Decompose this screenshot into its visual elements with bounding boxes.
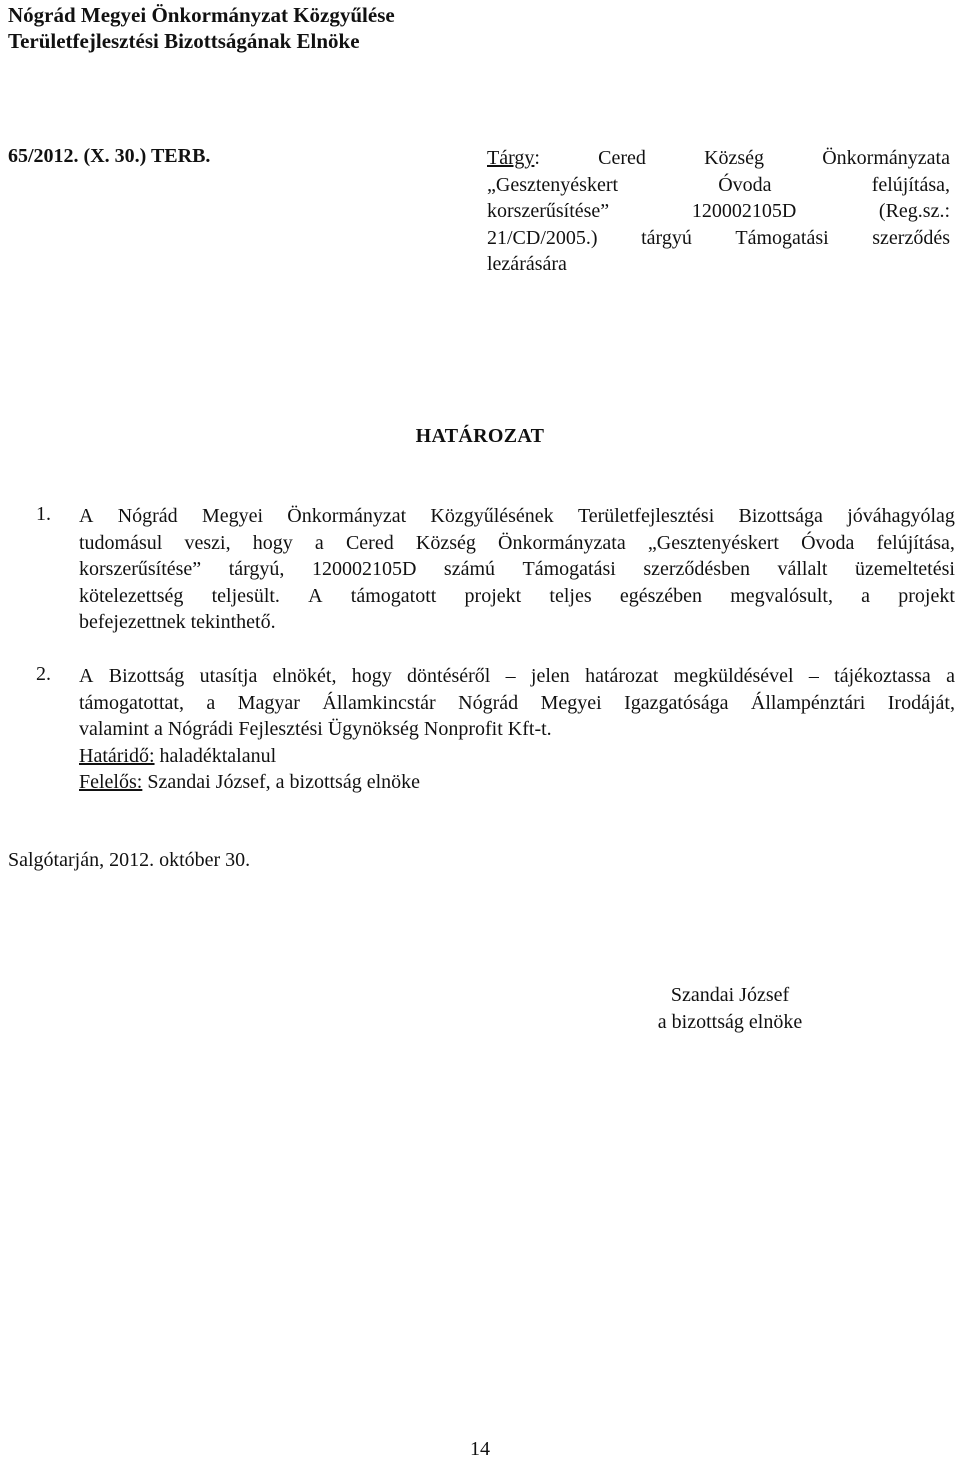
paragraph-word: veszi,	[184, 531, 231, 554]
subject-word: Cered	[598, 147, 646, 169]
place-date: Salgótarján, 2012. október 30.	[8, 849, 251, 871]
subject-word: Község	[704, 147, 765, 169]
subject-label-wrap	[487, 145, 540, 172]
paragraph-word: támogatott	[350, 584, 437, 607]
paragraph-word: elnökét,	[272, 665, 337, 687]
signatory-role: a bizottság elnöke	[657, 1010, 803, 1033]
paragraph-word: „Gesztenyéskert	[647, 531, 779, 554]
paragraph-word: tudomásul	[79, 531, 163, 554]
signatory-name: Szandai József	[670, 984, 790, 1006]
item-1-line-5: befejezettnek tekinthető.	[79, 611, 276, 633]
subject-word: tárgyú	[641, 226, 692, 249]
paragraph-word: Önkormányzat	[287, 505, 407, 527]
paragraph-word: –	[505, 665, 516, 687]
item-2-number: 2.	[36, 663, 51, 685]
paragraph-word: döntéséről	[407, 665, 491, 687]
responsible-line	[79, 769, 955, 796]
paragraph-word: Cered	[345, 531, 394, 554]
item-1-number: 1.	[36, 503, 51, 525]
paragraph-word: projekt	[898, 584, 955, 607]
paragraph-word: jóváhagyólag	[847, 505, 955, 527]
paragraph-word: szerződésben	[643, 558, 750, 580]
paragraph-word: Állampénztári	[750, 691, 866, 714]
responsible-value: Szandai József, a bizottság elnöke	[142, 771, 421, 793]
paragraph-word: kötelezettség	[79, 584, 184, 607]
paragraph-word: Község	[415, 531, 476, 554]
subject-colon: :	[534, 147, 540, 169]
paragraph-word: a	[861, 584, 871, 607]
subject-word: 120002105D	[691, 200, 797, 222]
paragraph-word: egészében	[619, 584, 702, 607]
paragraph-word: a	[314, 531, 324, 554]
paragraph-word: A	[79, 505, 94, 527]
paragraph-word: vállalt	[777, 558, 828, 580]
subject-word: korszerűsítése”	[487, 200, 610, 222]
paragraph-word: teljes	[549, 584, 592, 607]
paragraph-word: 120002105D	[311, 558, 417, 580]
subject-block	[487, 145, 950, 278]
responsible-label: Felelős:	[79, 771, 143, 793]
item-2-paragraph	[79, 663, 955, 796]
subject-label: Tárgy	[487, 147, 535, 169]
paragraph-word: korszerűsítése”	[79, 558, 202, 580]
paragraph-word: teljesült.	[211, 584, 280, 607]
deadline-value: haladéktalanul	[154, 744, 277, 767]
paragraph-word: Igazgatósága	[624, 691, 729, 714]
paragraph-word: a	[206, 691, 216, 714]
subject-word: 21/CD/2005.)	[487, 226, 598, 249]
subject-word: Támogatási	[735, 226, 829, 249]
paragraph-word: Támogatási	[522, 558, 616, 580]
paragraph-word: üzemeltetési	[854, 558, 955, 580]
subject-word: Óvoda	[718, 173, 772, 196]
paragraph-word: –	[808, 665, 819, 687]
paragraph-word: Megyei	[201, 505, 264, 527]
paragraph-word: projekt	[464, 584, 522, 607]
paragraph-word: felújítása,	[876, 531, 955, 554]
subject-line	[487, 198, 950, 225]
paragraph-word: A	[308, 584, 323, 607]
subject-line	[487, 145, 950, 172]
item-1-line-4	[79, 583, 955, 610]
subject-word: felújítása,	[871, 173, 950, 196]
paragraph-word: Magyar	[237, 691, 300, 714]
paragraph-word: tájékoztassa	[834, 665, 931, 687]
paragraph-word: Megyei	[540, 691, 602, 714]
paragraph-word: Bizottság	[108, 665, 185, 687]
paragraph-word: megvalósult,	[730, 584, 833, 607]
subject-line	[487, 225, 950, 252]
deadline-label: Határidő:	[79, 744, 155, 767]
paragraph-word: hogy	[351, 665, 392, 687]
subject-word: szerződés	[872, 226, 950, 249]
item-2-line-3: valamint a Nógrádi Fejlesztési Ügynökség Nonprofit Kft-t.	[79, 718, 552, 740]
paragraph-word: határozat	[585, 665, 659, 687]
item-1-line-2	[79, 530, 955, 557]
paragraph-word: jelen	[530, 665, 570, 687]
item-2-line-1	[79, 663, 955, 690]
paragraph-word: Államkincstár	[322, 691, 436, 714]
paragraph-word: hogy	[252, 531, 293, 554]
paragraph-word: utasítja	[199, 665, 258, 687]
item-2-line-2	[79, 690, 955, 717]
paragraph-word: tárgyú,	[228, 558, 285, 580]
issuer-name: Nógrád Megyei Önkormányzat Közgyűlése	[8, 3, 395, 27]
deadline-line	[79, 743, 955, 770]
subject-word: Önkormányzata	[822, 147, 950, 169]
signature-block	[600, 982, 860, 1035]
subject-word: „Gesztenyéskert	[487, 173, 619, 196]
paragraph-word: Bizottsága	[738, 505, 823, 527]
item-1-line-3	[79, 556, 955, 583]
item-1-line-1	[79, 503, 955, 530]
paragraph-word: A	[79, 665, 94, 687]
paragraph-word: támogatottat,	[79, 691, 184, 714]
item-1-paragraph	[79, 503, 955, 636]
paragraph-word: megküldésével	[673, 665, 794, 687]
paragraph-word: Területfejlesztési	[577, 505, 715, 527]
subject-line	[487, 172, 950, 199]
subject-word: (Reg.sz.:	[878, 200, 950, 222]
subject-line: lezárására	[487, 253, 567, 275]
paragraph-word: a	[946, 665, 955, 687]
paragraph-word: Óvoda	[801, 531, 855, 554]
paragraph-word: Irodáját,	[887, 691, 955, 714]
paragraph-word: Közgyűlésének	[430, 505, 554, 527]
reference-number: 65/2012. (X. 30.) TERB.	[8, 145, 211, 167]
paragraph-word: számú	[443, 558, 495, 580]
document-title: HATÁROZAT	[415, 425, 545, 447]
paragraph-word: Nógrád	[117, 505, 178, 527]
paragraph-word: Önkormányzata	[498, 531, 626, 554]
page-number: 14	[470, 1438, 490, 1460]
issuer-title: Területfejlesztési Bizottságának Elnöke	[8, 29, 360, 53]
paragraph-word: Nógrád	[458, 691, 519, 714]
